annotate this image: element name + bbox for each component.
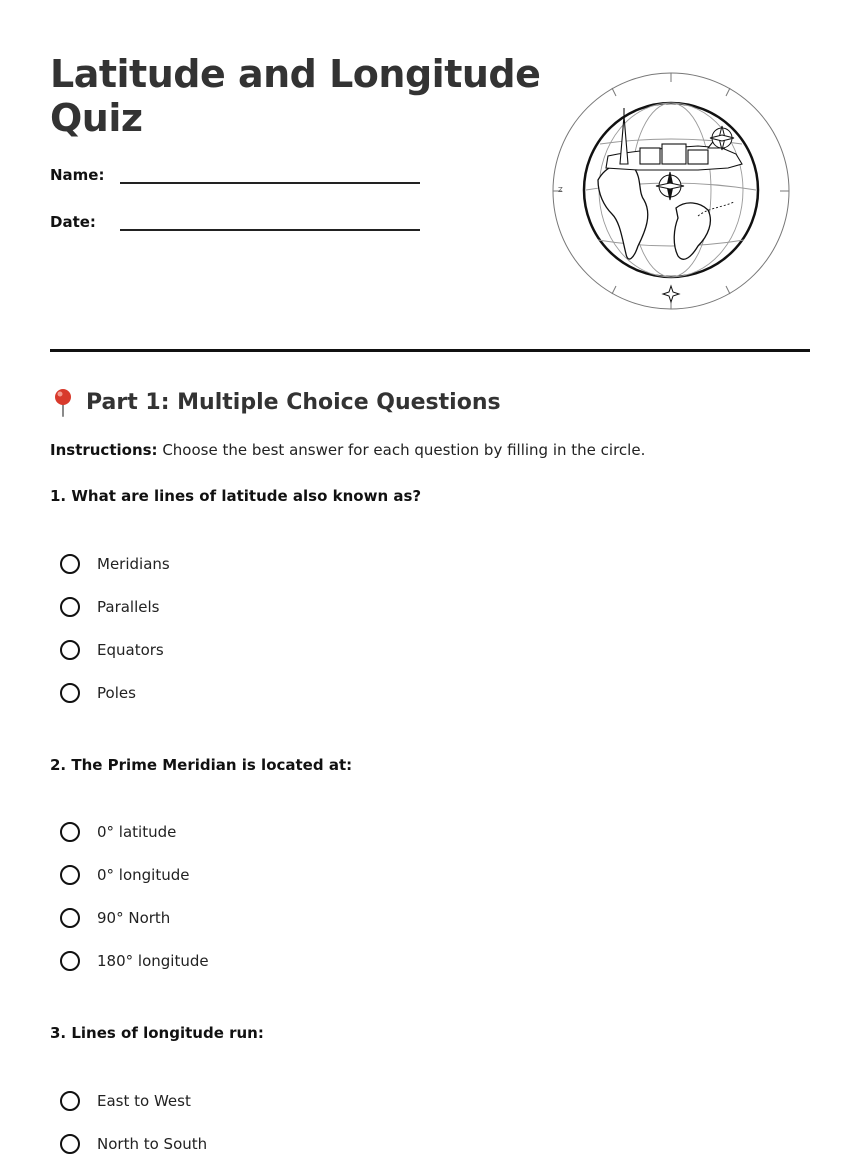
round-pushpin-icon xyxy=(50,387,76,417)
name-field[interactable] xyxy=(120,168,420,184)
option-label: 180° longitude xyxy=(97,952,209,970)
radio-button[interactable] xyxy=(60,865,80,885)
option-label: North to South xyxy=(97,1135,208,1153)
radio-button[interactable] xyxy=(60,640,80,660)
question-2: 2. The Prime Meridian is located at: xyxy=(50,756,353,774)
svg-text:Z: Z xyxy=(558,186,563,194)
q1-option-4[interactable] xyxy=(60,680,136,706)
option-label: Meridians xyxy=(97,555,170,573)
radio-button[interactable] xyxy=(60,683,80,703)
q3-option-2[interactable] xyxy=(60,1131,207,1157)
q1-option-3[interactable] xyxy=(60,637,164,663)
radio-button[interactable] xyxy=(60,822,80,842)
globe-compass-icon xyxy=(548,68,794,314)
option-label: East to West xyxy=(97,1092,191,1110)
question-3: 3. Lines of longitude run: xyxy=(50,1024,264,1042)
q2-option-1[interactable] xyxy=(60,819,176,845)
q2-option-4[interactable] xyxy=(60,948,209,974)
page-title: Latitude and Longitude Quiz xyxy=(50,52,541,140)
radio-button[interactable] xyxy=(60,1134,80,1154)
radio-button[interactable] xyxy=(60,554,80,574)
date-label: Date: xyxy=(50,213,96,231)
instructions-label: Instructions: xyxy=(50,441,158,459)
q2-option-2[interactable] xyxy=(60,862,190,888)
radio-button[interactable] xyxy=(60,908,80,928)
name-label: Name: xyxy=(50,166,105,184)
q1-option-2[interactable] xyxy=(60,594,159,620)
q1-option-1[interactable] xyxy=(60,551,170,577)
q3-option-1[interactable] xyxy=(60,1088,191,1114)
name-field-row xyxy=(50,166,420,184)
part1-title: Part 1: Multiple Choice Questions xyxy=(50,387,501,417)
quiz-header xyxy=(50,52,550,140)
option-label: Poles xyxy=(97,684,136,702)
instructions-text: Choose the best answer for each question by filling in the circle. xyxy=(157,441,646,459)
instructions xyxy=(50,441,645,459)
radio-button[interactable] xyxy=(60,1091,80,1111)
option-label: 0° latitude xyxy=(97,823,177,841)
option-label: Parallels xyxy=(97,598,160,616)
option-label: 0° longitude xyxy=(97,866,190,884)
date-field-row xyxy=(50,213,420,231)
section-divider xyxy=(50,349,810,352)
option-label: 90° North xyxy=(97,909,171,927)
q2-option-3[interactable] xyxy=(60,905,170,931)
option-label: Equators xyxy=(97,641,164,659)
radio-button[interactable] xyxy=(60,951,80,971)
question-1: 1. What are lines of latitude also known as? xyxy=(50,487,422,505)
radio-button[interactable] xyxy=(60,597,80,617)
date-field[interactable] xyxy=(120,215,420,231)
